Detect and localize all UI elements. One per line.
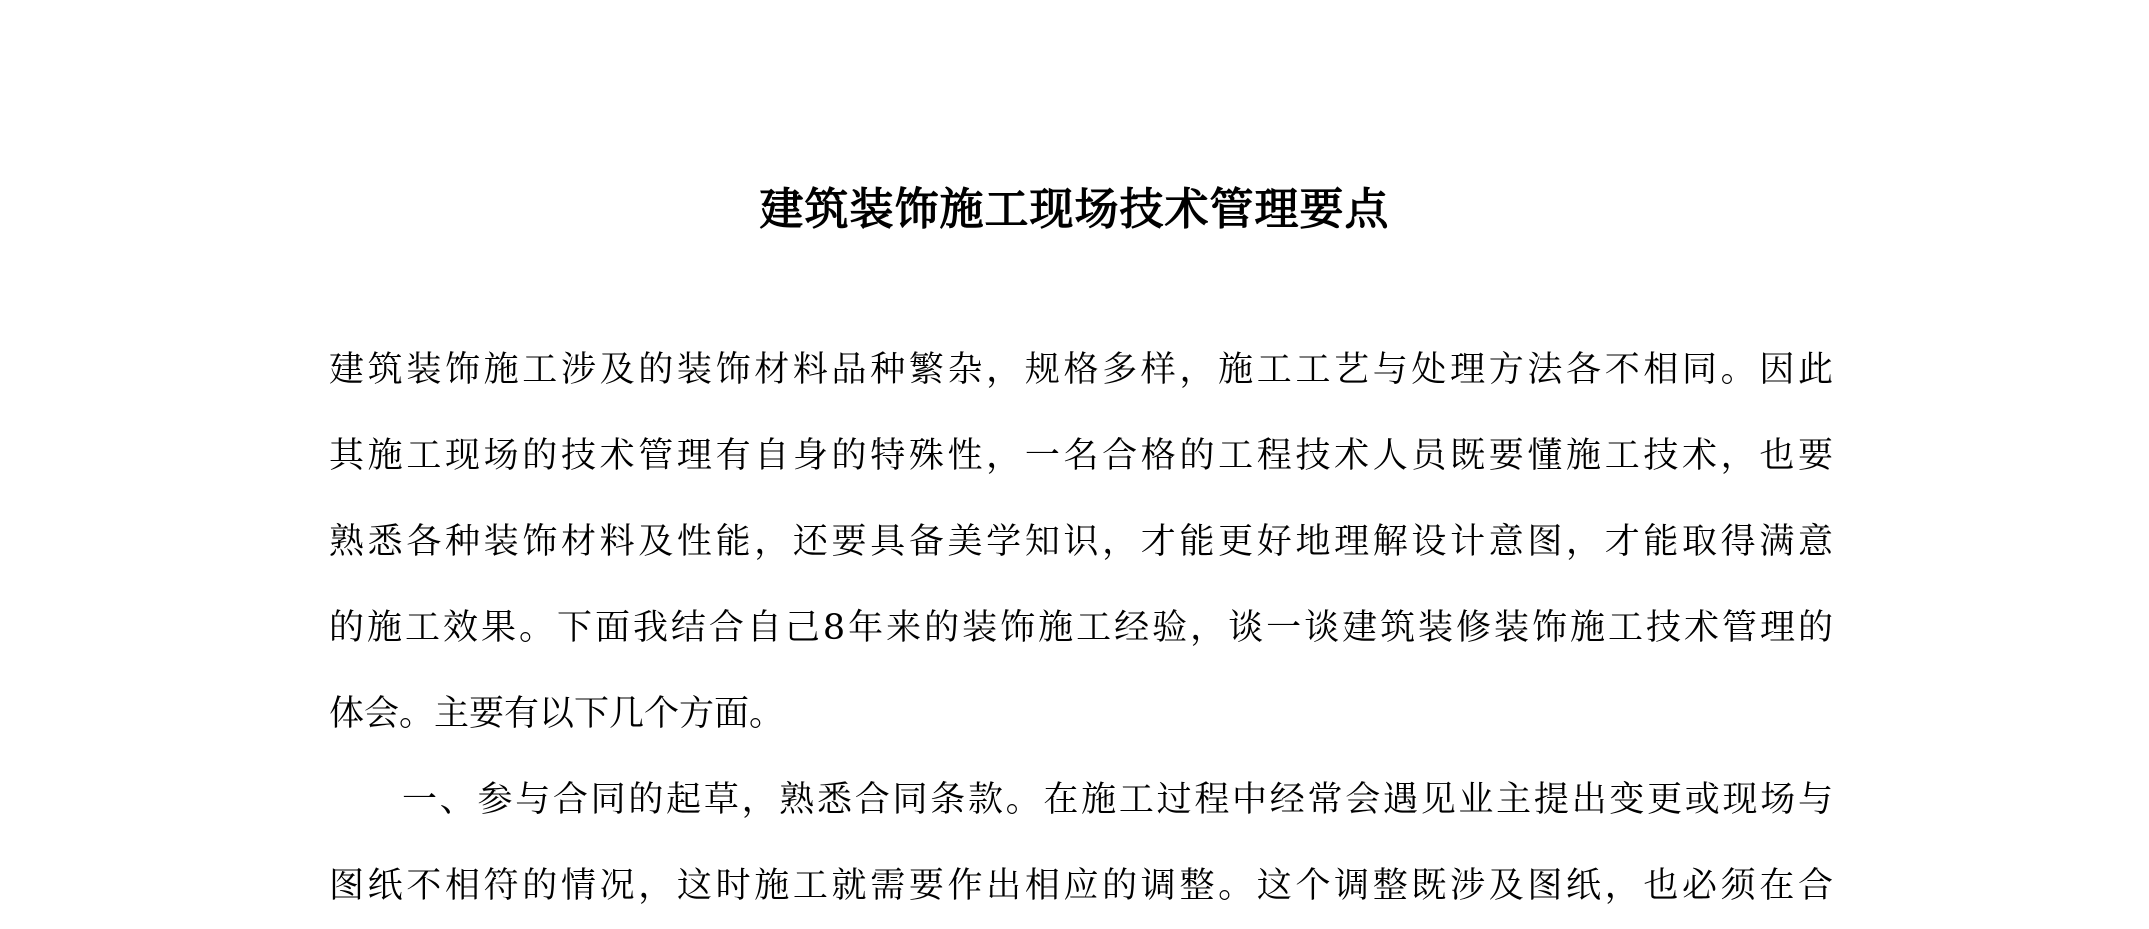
document-title: 建筑装饰施工现场技术管理要点 bbox=[759, 184, 1390, 235]
paragraph-line: 熟悉各种装饰材料及性能，还要具备美学知识，才能更好地理解设计意图，才能取得满意 bbox=[329, 522, 1833, 562]
paragraph-line: 建筑装饰施工涉及的装饰材料品种繁杂，规格多样，施工工艺与处理方法各不相同。因此 bbox=[329, 350, 1833, 390]
paragraph-line: 一、参与合同的起草，熟悉合同条款。在施工过程中经常会遇见业主提出变更或现场与 bbox=[402, 780, 1833, 820]
paragraph-line: 的施工效果。下面我结合自己8年来的装饰施工经验，谈一谈建筑装修装饰施工技术管理的 bbox=[329, 608, 1833, 648]
paragraph-line: 其施工现场的技术管理有自身的特殊性，一名合格的工程技术人员既要懂施工技术，也要 bbox=[329, 436, 1833, 476]
paragraph-line: 图纸不相符的情况，这时施工就需要作出相应的调整。这个调整既涉及图纸，也必须在合 bbox=[329, 866, 1833, 906]
paragraph-line: 体会。主要有以下几个方面。 bbox=[329, 694, 785, 734]
